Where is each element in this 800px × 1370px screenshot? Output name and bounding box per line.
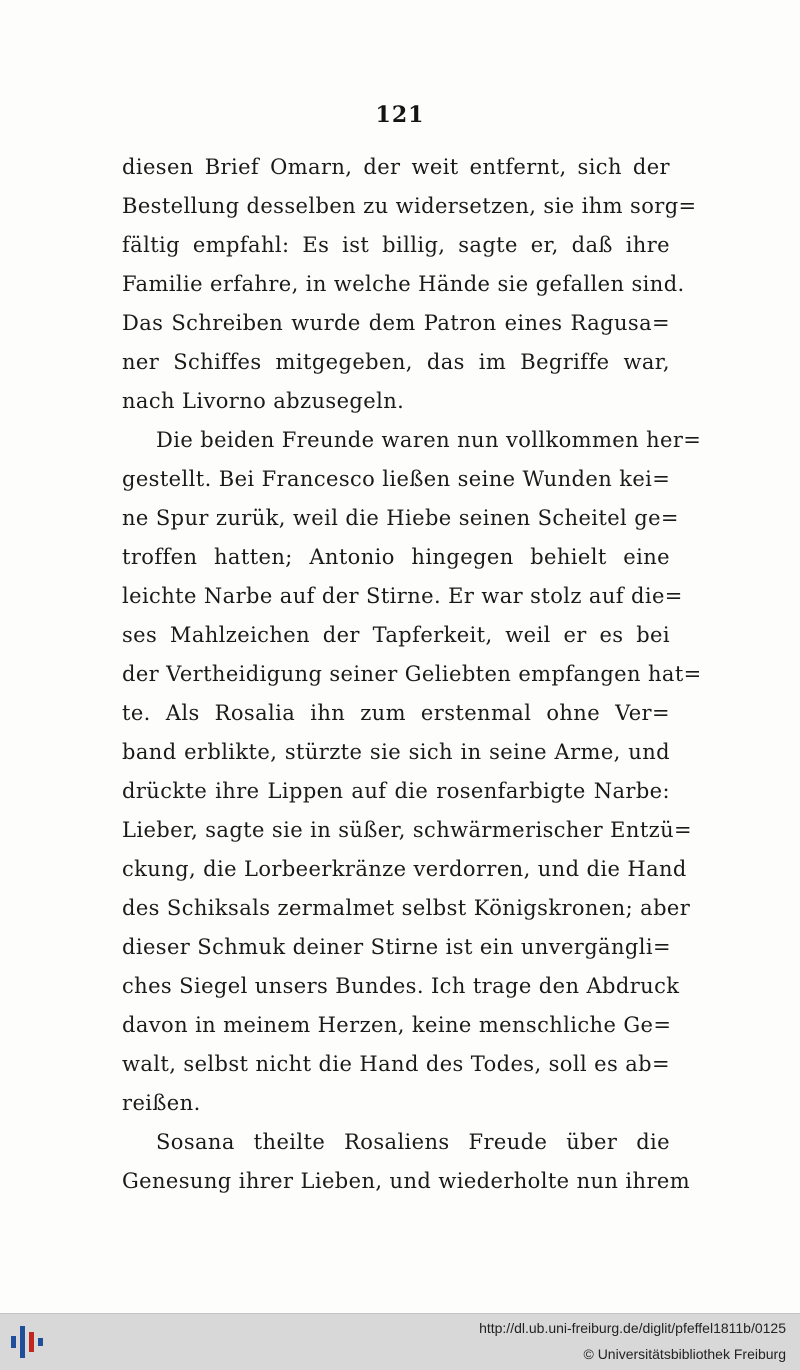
text-line: ches Siegel unsers Bundes. Ich trage den Abdruck — [122, 974, 680, 998]
text-line: gestellt. Bei Francesco ließen seine Wunden kei= — [122, 467, 671, 491]
text-line: fältig empfahl: Es ist billig, sagte er, daß ihre — [122, 233, 670, 257]
text-line: Familie erfahre, in welche Hände sie gefallen sind. — [122, 272, 685, 296]
text-line: ne Spur zurük, weil die Hiebe seinen Scheitel ge= — [122, 506, 679, 530]
text-line: drückte ihre Lippen auf die rosenfarbigte Narbe: — [122, 779, 670, 803]
text-line: troffen hatten; Antonio hingegen behielt eine — [122, 545, 670, 569]
text-line: der Vertheidigung seiner Geliebten empfangen hat= — [122, 662, 702, 686]
text-line: Das Schreiben wurde dem Patron eines Ragusa= — [122, 311, 670, 335]
text-line: Lieber, sagte sie in süßer, schwärmerischer Entzü= — [122, 818, 693, 842]
copyright-notice: © Universitätsbibliothek Freiburg — [583, 1346, 786, 1362]
page-text — [122, 148, 702, 1201]
text-line: band erblikte, stürzte sie sich in seine Arme, und — [122, 740, 670, 764]
text-line: te. Als Rosalia ihn zum erstenmal ohne Ver= — [122, 701, 670, 725]
text-line: Die beiden Freunde waren nun vollkommen her= — [156, 428, 702, 452]
viewer-footer — [0, 1313, 800, 1370]
text-line: des Schiksals zermalmet selbst Königskronen; aber — [122, 896, 691, 920]
text-line: Sosana theilte Rosaliens Freude über die — [156, 1130, 670, 1154]
text-line: Genesung ihrer Lieben, und wiederholte nun ihrem — [122, 1169, 691, 1193]
page-number: 121 — [375, 102, 425, 128]
library-logo-icon[interactable] — [8, 1322, 48, 1362]
text-line: walt, selbst nicht die Hand des Todes, soll es ab= — [122, 1052, 670, 1076]
text-line: dieser Schmuk deiner Stirne ist ein unvergängli= — [122, 935, 671, 959]
text-line: leichte Narbe auf der Stirne. Er war stolz auf die= — [122, 584, 683, 608]
text-line: nach Livorno abzusegeln. — [122, 389, 405, 413]
text-line: ses Mahlzeichen der Tapferkeit, weil er es bei — [122, 623, 670, 647]
text-line: reißen. — [122, 1091, 201, 1115]
text-line: ner Schiffes mitgegeben, das im Begriffe war, — [122, 350, 670, 374]
text-line: Bestellung desselben zu widersetzen, sie ihm sorg= — [122, 194, 697, 218]
text-line: diesen Brief Omarn, der weit entfernt, sich der — [122, 155, 670, 179]
document-url[interactable]: http://dl.ub.uni-freiburg.de/diglit/pfeffel1811b/0125 — [479, 1320, 786, 1336]
text-line: davon in meinem Herzen, keine menschliche Ge= — [122, 1013, 672, 1037]
text-line: ckung, die Lorbeerkränze verdorren, und die Hand — [122, 857, 687, 881]
